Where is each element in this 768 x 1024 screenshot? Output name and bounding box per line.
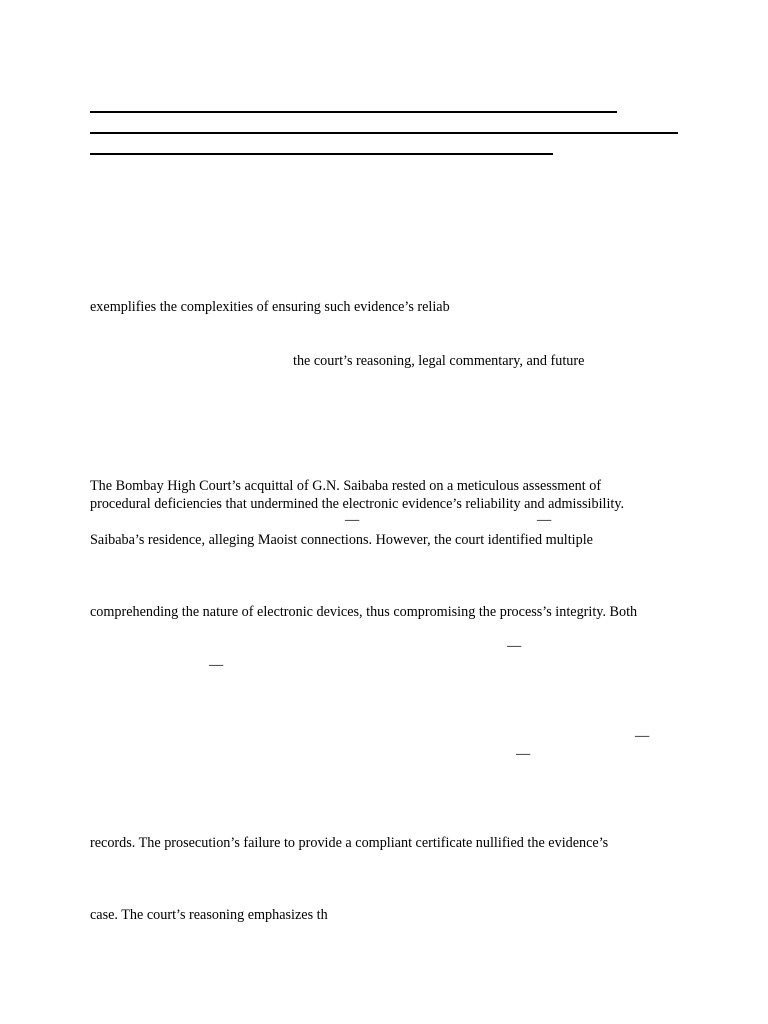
text-line: the court’s reasoning, legal commentary, and future xyxy=(293,353,585,369)
text-line: records. The prosecution’s failure to provide a compliant certificate nullified the evidence’s xyxy=(90,835,609,851)
em-dash: — xyxy=(635,728,650,744)
em-dash: — xyxy=(345,512,360,528)
text-line: case. The court’s reasoning emphasizes th xyxy=(90,907,328,923)
title-rule-3 xyxy=(90,153,553,155)
title-rule-1 xyxy=(90,111,617,113)
text-line: exemplifies the complexities of ensuring such evidence’s reliab xyxy=(90,299,450,315)
text-line: procedural deficiencies that undermined the electronic evidence’s reliability and admissibility. xyxy=(90,496,625,512)
title-rule-2 xyxy=(90,132,678,134)
text-line: Saibaba’s residence, alleging Maoist connections. However, the court identified multiple xyxy=(90,532,593,548)
em-dash: — xyxy=(537,512,552,528)
em-dash: — xyxy=(507,638,522,654)
text-line: comprehending the nature of electronic devices, thus compromising the process’s integrity. Both xyxy=(90,604,638,620)
em-dash: — xyxy=(209,657,224,673)
text-line: The Bombay High Court’s acquittal of G.N. Saibaba rested on a meticulous assessment of xyxy=(90,478,602,494)
em-dash: — xyxy=(516,746,531,762)
